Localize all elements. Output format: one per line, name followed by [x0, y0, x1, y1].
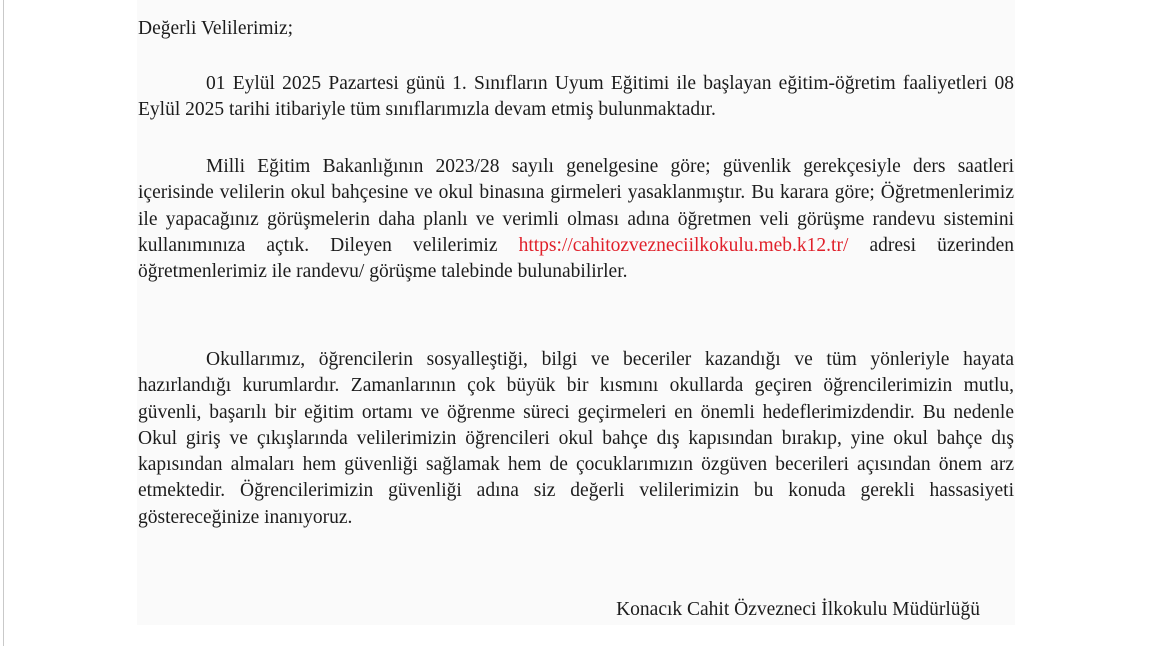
paragraph-start-date-text: 01 Eylül 2025 Pazartesi günü 1. Sınıfların Uyum Eğitimi ile başlayan eğitim-öğretim faaliyetleri 08 Eylül 2025 tarihi itibariyle tüm sınıflarımızla devam etmiş bulunmaktadır.: [138, 73, 1014, 121]
paragraph-safety-text: Okullarımız, öğrencilerin sosyalleştiği, bilgi ve beceriler kazandığı ve tüm yönleriyle hayata hazırlandığı kurumlardır. Zamanlarının çok büyük bir kısmını okullarda geçiren öğrencilerimizin mutlu, güvenli, başarılı bir eğitim ortamı ve öğrenme süreci geçirmeleri en önemli hedeflerimizdendir. Bu nedenle Okul giriş ve çıkışlarında velilerimizin öğrencileri okul bahçe dış kapısından bırakıp, yine okul bahçe dış kapısından almaları hem güvenliği sağlamak hem de çocuklarımızın özgüven becerileri açısından önem arz etmektedir. Öğrencilerimizin güvenliği adına siz değerli velilerimizin bu konuda gerekli hassasiyeti göstereceğinize inanıyoruz.: [138, 349, 1014, 528]
letter-greeting: Değerli Velilerimiz;: [138, 18, 294, 39]
paragraph-appointment-text-after: adresi üzerinden öğretmenlerimiz ile randevu/ görüşme talebinde bulunabilirler.: [138, 234, 1015, 283]
letter-page: [137, 0, 1015, 625]
paragraph-appointment-system: [138, 154, 1014, 285]
page-edge-divider: [3, 0, 4, 646]
letter-signature: Konacık Cahit Özvezneci İlkokulu Müdürlüğü: [616, 599, 980, 620]
paragraph-safety: [138, 347, 1014, 531]
paragraph-appointment-text-before: Milli Eğitim Bakanlığının 2023/28 sayılı genelgesine göre; güvenlik gerekçesiyle ders saatleri içerisinde velilerin okul bahçesine ve okul binasına girmeleri yasaklanmıştır. Bu karara göre; Öğretmenlerimiz ile yapacağınız görüşmelerin daha planlı ve verimli olması adına öğretmen veli görüşme randevu sistemini kullanımınıza açtık. Dileyen velilerimiz: [138, 156, 1014, 256]
paragraph-start-date: [138, 71, 1014, 124]
school-website-link[interactable]: https://cahitozvezneciilkokulu.meb.k12.tr/: [518, 234, 849, 256]
